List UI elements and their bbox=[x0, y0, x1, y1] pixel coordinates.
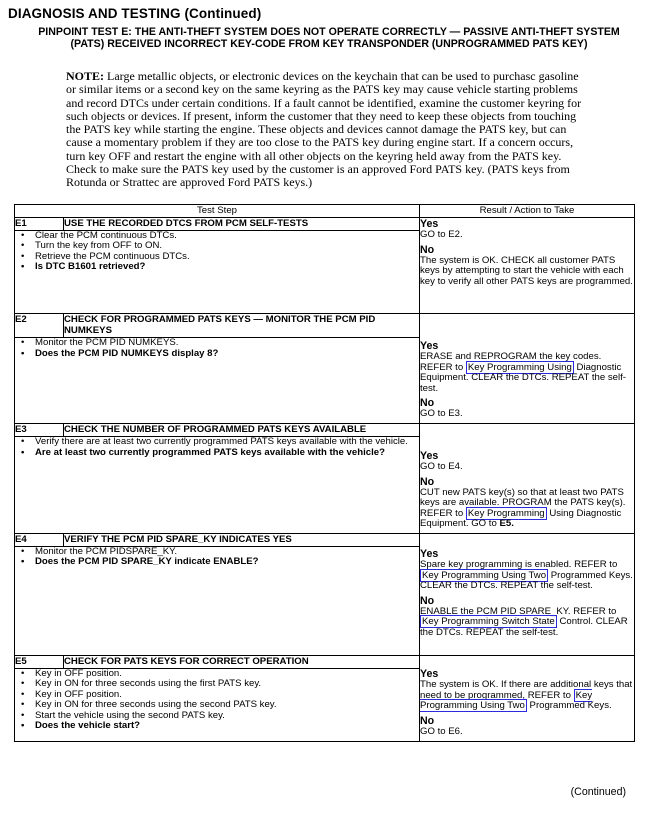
no-label: No bbox=[420, 594, 435, 607]
yes-action: GO to E2. bbox=[420, 229, 463, 240]
step-body-e3 bbox=[15, 437, 420, 534]
no-label: No bbox=[420, 714, 435, 727]
step-question: • Does the vehicle start? bbox=[21, 721, 419, 731]
key-programming-link[interactable]: Key Programming Using Two bbox=[422, 569, 547, 581]
key-programming-switch-link[interactable]: Key Programming Switch State bbox=[422, 616, 555, 628]
step-title-e5: CHECK FOR PATS KEYS FOR CORRECT OPERATION bbox=[64, 655, 420, 668]
step-id-e1: E1 bbox=[15, 218, 64, 231]
note-paragraph bbox=[66, 70, 586, 190]
no-action: GO to E3. bbox=[420, 408, 463, 420]
step-title-e1: USE THE RECORDED DTCS FROM PCM SELF-TESTS bbox=[64, 218, 420, 231]
list-item: • Verify there are at least two currently programmed PATS keys available with the vehicle. bbox=[21, 437, 419, 447]
step-result-e1 bbox=[420, 218, 635, 314]
step-question: • Does the PCM PID SPARE_KY indicate ENABLE? bbox=[21, 557, 419, 567]
step-title-row-e4 bbox=[15, 533, 635, 546]
step-id-e2: E2 bbox=[15, 314, 64, 338]
step-result-e4 bbox=[420, 533, 635, 655]
yes-action: Spare key programming is enabled. REFER to Key Programming Using Two Programmed Keys. CLEAR the DTCs. REPEAT the self-test. bbox=[420, 558, 633, 592]
step-id-e3: E3 bbox=[15, 423, 64, 436]
step-title-row-e5 bbox=[15, 655, 635, 668]
step-title-row-e3 bbox=[15, 423, 635, 436]
no-action: The system is OK. CHECK all customer PATS keys by attempting to start the vehicle with each key to verify all other PATS keys are programmed. bbox=[420, 254, 633, 287]
yes-label: Yes bbox=[420, 547, 439, 560]
yes-label: Yes bbox=[420, 667, 439, 680]
yes-label: Yes bbox=[420, 340, 439, 352]
no-action: CUT new PATS key(s) so that at least two PATS keys are available. PROGRAM the PATS key(s). REFER to Key Programming Using Diagnostic Equipment. GO to E5. bbox=[420, 486, 626, 530]
yes-label: Yes bbox=[420, 449, 439, 462]
test-step-table bbox=[14, 204, 635, 742]
list-item: • Monitor the PCM PIDSPARE_KY. bbox=[21, 547, 419, 557]
step-body-e4 bbox=[15, 546, 420, 655]
list-item: • Clear the PCM continuous DTCs. bbox=[21, 231, 419, 241]
list-item: • Turn the key from OFF to ON. bbox=[21, 241, 419, 251]
no-action: ENABLE the PCM PID SPARE_KY. REFER to Key Programming Switch State Control. CLEAR the DTCs. REPEAT the self-test. bbox=[420, 605, 628, 638]
step-id-e5: E5 bbox=[15, 655, 64, 668]
key-programming-link[interactable]: Key Programming Using Two bbox=[420, 689, 593, 712]
step-result-e2 bbox=[420, 314, 635, 424]
test-step-column-header: Test Step bbox=[15, 205, 420, 218]
table-header-row bbox=[15, 205, 635, 218]
list-item: • Monitor the PCM PID NUMKEYS. bbox=[21, 338, 419, 348]
yes-action: GO to E4. bbox=[420, 460, 463, 472]
note-text: Large metallic objects, or electronic devices on the keychain that can be used to purchasc gasoline or similar items or a second key on the same keyring as the PATS key may cause vehicle starting problems and record DTCs under certain conditions. If a fault cannot be identified, examine the customer keyring for such objects or devices. If present, inform the customer that they need to keep these objects from touching the PATS key while starting the engine. These objects and devices cannot damage the PATS key, but can cause a momentary problem if they are too close to the PATS key during engine start. If a concern occurs, turn key OFF and restart the engine with all other objects on the keyring held away from the PATS key. Check to make sure the PATS key used by the customer is an approved Ford PATS key. (PATS keys from Rotunda or Strattec are approved Ford PATS keys.) bbox=[66, 69, 582, 190]
step-question: • Does the PCM PID NUMKEYS display 8? bbox=[21, 349, 419, 359]
no-action: GO to E6. bbox=[420, 725, 463, 737]
list-item: • Key in ON for three seconds using the first PATS key. bbox=[21, 679, 419, 689]
step-body-e5 bbox=[15, 668, 420, 741]
step-title-e4: VERIFY THE PCM PID SPARE_KY INDICATES YES bbox=[64, 533, 420, 546]
step-title-e3: CHECK THE NUMBER OF PROGRAMMED PATS KEYS AVAILABLE bbox=[64, 423, 420, 436]
continued-label: (Continued) bbox=[570, 786, 626, 798]
step-result-e5 bbox=[420, 655, 635, 741]
step-question: • Are at least two currently programmed PATS keys available with the vehicle? bbox=[21, 448, 419, 458]
note-label: NOTE: bbox=[66, 69, 105, 83]
pinpoint-test-title: PINPOINT TEST E: THE ANTI-THEFT SYSTEM DOES NOT OPERATE CORRECTLY — PASSIVE ANTI-THEFT SYSTEM (PATS) RECEIVED INCORRECT KEY-CODE FROM KEY TRANSPONDER (UNPROGRAMMED PATS KEY) bbox=[38, 26, 620, 50]
yes-action: The system is OK. If there are additional keys that need to be programmed, REFER to Key Programming Using Two Programmed Keys. bbox=[420, 678, 633, 712]
key-programming-link[interactable]: Key Programming bbox=[467, 507, 545, 519]
section-header: DIAGNOSIS AND TESTING (Continued) bbox=[8, 6, 262, 21]
step-question: • Is DTC B1601 retrieved? bbox=[21, 262, 419, 272]
step-result-e3 bbox=[420, 423, 635, 533]
step-body-e1 bbox=[15, 231, 420, 314]
step-id-e4: E4 bbox=[15, 533, 64, 546]
yes-action: ERASE and REPROGRAM the key codes. REFER to Key Programming Using Diagnostic Equipment. CLEAR the DTCs. REPEAT the self-test. bbox=[420, 351, 626, 394]
yes-label: Yes bbox=[420, 218, 439, 230]
list-item: • Key in OFF position. bbox=[21, 669, 419, 679]
step-title-e2: CHECK FOR PROGRAMMED PATS KEYS — MONITOR THE PCM PID NUMKEYS bbox=[64, 314, 420, 338]
result-column-header: Result / Action to Take bbox=[420, 205, 635, 218]
no-label: No bbox=[420, 243, 435, 256]
list-item: • Retrieve the PCM continuous DTCs. bbox=[21, 252, 419, 262]
list-item: • Key in OFF position. bbox=[21, 690, 419, 700]
step-title-row-e1 bbox=[15, 218, 635, 231]
key-programming-link[interactable]: Key Programming Using bbox=[467, 361, 572, 373]
list-item: • Start the vehicle using the second PATS key. bbox=[21, 711, 419, 721]
step-body-e2 bbox=[15, 338, 420, 424]
list-item: • Key in ON for three seconds using the second PATS key. bbox=[21, 700, 419, 710]
step-title-row-e2 bbox=[15, 314, 635, 338]
no-label: No bbox=[420, 397, 435, 410]
no-label: No bbox=[420, 475, 435, 488]
